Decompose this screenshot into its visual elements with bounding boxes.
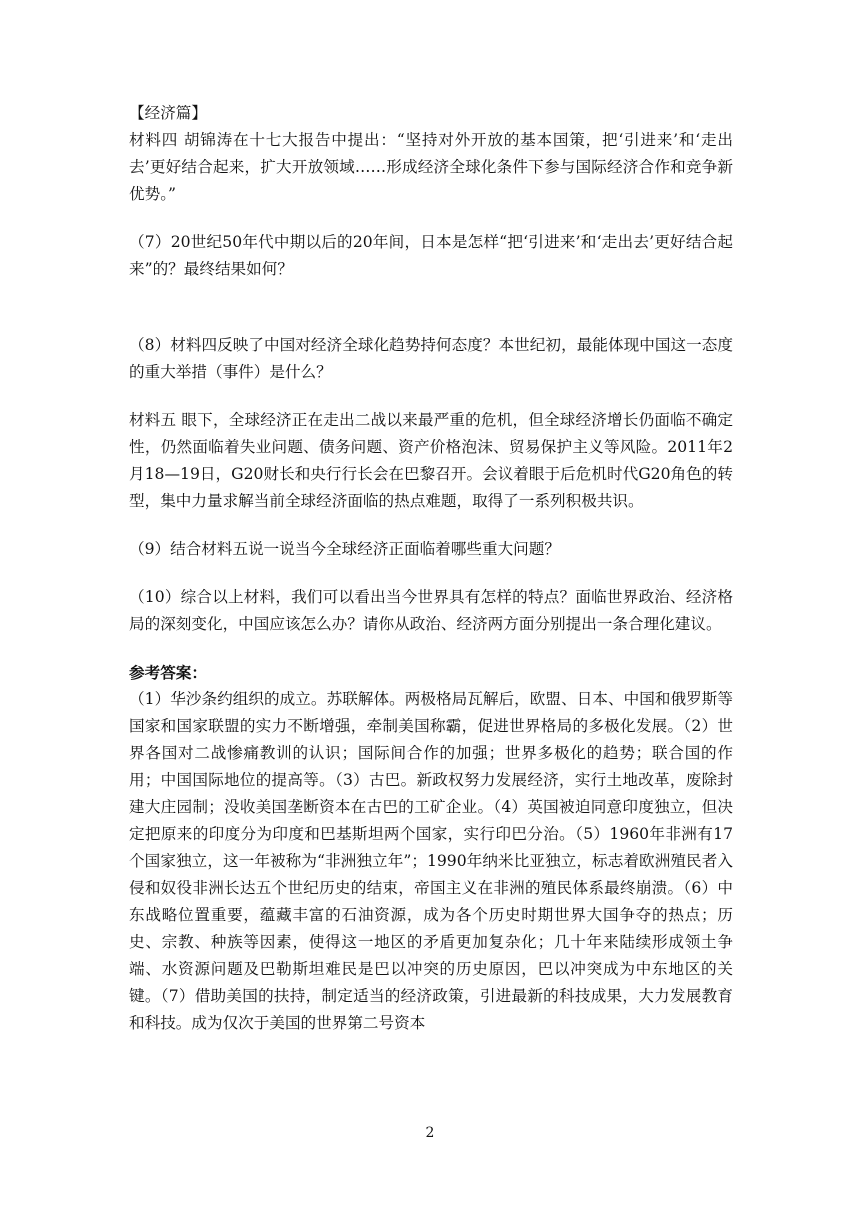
page-content [129, 100, 733, 1037]
material-four: 材料四 胡锦涛在十七大报告中提出：“坚持对外开放的基本国策，把‘引进来’和‘走出去’更好结合起来，扩大开放领域……形成经济全球化条件下参与国际经济合作和竞争新优势。” [129, 131, 733, 203]
question-8: （8）材料四反映了中国对经济全球化趋势持何态度？本世纪初，最能体现中国这一态度的重大举措（事件）是什么？ [129, 336, 733, 381]
material-five: 材料五 眼下，全球经济正在走出二战以来最严重的危机，但全球经济增长仍面临不确定性，仍然面临着失业问题、债务问题、资产价格泡沫、贸易保护主义等风险。2011年2月18—19日，G20财长和央行行长会在巴黎召开。会议着眼于后危机时代G20角色的转型，集中力量求解当前全球经济面临的热点难题，取得了一系列积极共识。 [129, 411, 733, 510]
answers-title: 参考答案： [129, 663, 207, 682]
question-9: （9）结合材料五说一说当今全球经济正面临着哪些重大问题？ [129, 540, 560, 558]
section-title: 【经济篇】 [129, 104, 207, 122]
question-10: （10）综合以上材料，我们可以看出当今世界具有怎样的特点？面临世界政治、经济格局的深刻变化，中国应该怎么办？请你从政治、经济两方面分别提出一条合理化建议。 [129, 588, 733, 633]
question-7: （7）20世纪50年代中期以后的20年间，日本是怎样“把‘引进来’和‘走出去’更好结合起来”的？最终结果如何？ [129, 233, 733, 278]
page-number: 2 [425, 1125, 435, 1141]
answers-body: （1）华沙条约组织的成立。苏联解体。两极格局瓦解后，欧盟、日本、中国和俄罗斯等国家和国家联盟的实力不断增强，牵制美国称霸，促进世界格局的多极化发展。（2）世界各国对二战惨痛教训的认识；国际间合作的加强；世界多极化的趋势；联合国的作用；中国国际地位的提高等。（3）古巴。新政权努力发展经济，实行土地改革，废除封建大庄园制；没收美国垄断资本在古巴的工矿企业。（4）英国被迫同意印度独立，但决定把原来的印度分为印度和巴基斯坦两个国家，实行印巴分治。（5）1960年非洲有17个国家独立，这一年被称为“非洲独立年”；1990年纳米比亚独立，标志着欧洲殖民者入侵和奴役非洲长达五个世纪历史的结束，帝国主义在非洲的殖民体系最终崩溃。（6）中东战略位置重要，蕴藏丰富的石油资源，成为各个历史时期世界大国争夺的热点；历史、宗教、种族等因素，使得这一地区的矛盾更加复杂化；几十年来陆续形成领土争端、水资源问题及巴勒斯坦难民是巴以冲突的历史原因，巴以冲突成为中东地区的关键。（7）借助美国的扶持，制定适当的经济政策，引进最新的科技成果，大力发展教育和科技。成为仅次于美国的世界第二号资本 [129, 690, 733, 1032]
